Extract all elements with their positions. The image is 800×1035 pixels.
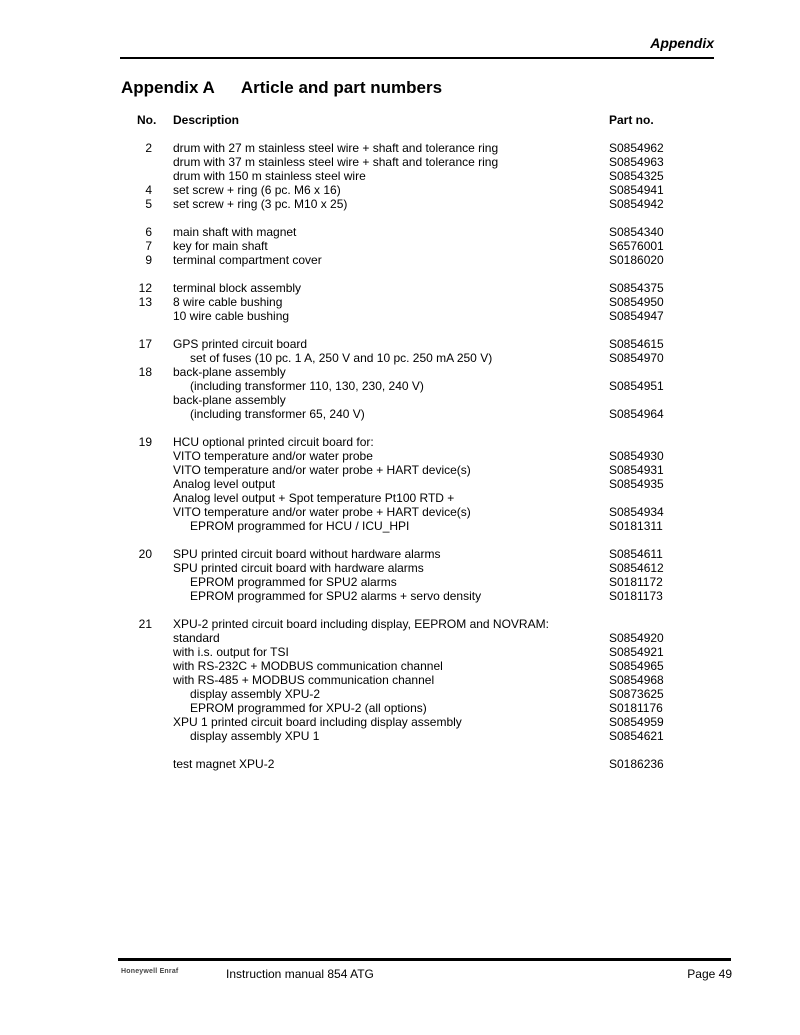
- item-description: EPROM programmed for XPU-2 (all options): [190, 701, 427, 715]
- item-number: 21: [138, 617, 152, 631]
- row-spacer: [0, 211, 800, 225]
- table-row: [0, 155, 800, 169]
- item-description: 8 wire cable bushing: [173, 295, 283, 309]
- part-number: S0854965: [609, 659, 664, 673]
- item-description: drum with 37 m stainless steel wire + shaft and tolerance ring: [173, 155, 499, 169]
- table-row: [0, 351, 800, 365]
- table-row: [0, 337, 800, 351]
- row-spacer: [0, 743, 800, 757]
- part-number: S0854611: [609, 547, 663, 561]
- table-row: [0, 253, 800, 267]
- item-description: XPU 1 printed circuit board including display assembly: [173, 715, 462, 729]
- table-row: [0, 379, 800, 393]
- table-row: [0, 645, 800, 659]
- part-number: S0186020: [609, 253, 664, 267]
- item-description: display assembly XPU-2: [190, 687, 321, 701]
- column-header-description: Description: [173, 113, 240, 127]
- table-row: [0, 407, 800, 421]
- table-row: [0, 365, 800, 379]
- part-number: S0854963: [609, 155, 664, 169]
- table-row: [0, 183, 800, 197]
- item-description: set of fuses (10 pc. 1 A, 250 V and 10 pc. 250 mA 250 V): [190, 351, 493, 365]
- brand-logo: Honeywell Enraf: [121, 968, 179, 975]
- table-row: [0, 701, 800, 715]
- part-number: S0854921: [609, 645, 664, 659]
- table-row: [0, 757, 800, 771]
- item-description: set screw + ring (3 pc. M10 x 25): [173, 197, 348, 211]
- table-row: [0, 505, 800, 519]
- item-description: Analog level output: [173, 477, 276, 491]
- column-header-no: No.: [137, 113, 157, 127]
- part-number: S0181311: [609, 519, 663, 533]
- item-description: (including transformer 110, 130, 230, 240 V): [190, 379, 424, 393]
- item-description: key for main shaft: [173, 239, 268, 253]
- column-header-part: Part no.: [609, 113, 654, 127]
- item-description: with RS-232C + MODBUS communication channel: [173, 659, 443, 673]
- row-spacer: [0, 267, 800, 281]
- table-row: [0, 491, 800, 505]
- table-row: [0, 309, 800, 323]
- part-number: S0854621: [609, 729, 664, 743]
- item-description: terminal block assembly: [173, 281, 302, 295]
- item-description: SPU printed circuit board with hardware alarms: [173, 561, 424, 575]
- table-row: [0, 281, 800, 295]
- table-row: [0, 673, 800, 687]
- item-description: EPROM programmed for HCU / ICU_HPI: [190, 519, 410, 533]
- item-description: display assembly XPU 1: [190, 729, 320, 743]
- item-description: GPS printed circuit board: [173, 337, 308, 351]
- item-number: 19: [138, 435, 152, 449]
- table-row: [0, 729, 800, 743]
- part-number: S0186236: [609, 757, 664, 771]
- part-number: S0854941: [609, 183, 664, 197]
- row-spacer: [0, 323, 800, 337]
- item-number: 13: [138, 295, 152, 309]
- footer-rule: [118, 958, 731, 961]
- part-number: S0854931: [609, 463, 664, 477]
- item-description: terminal compartment cover: [173, 253, 322, 267]
- section-title: Article and part numbers: [240, 78, 443, 97]
- table-row: [0, 547, 800, 561]
- item-description: XPU-2 printed circuit board including display, EEPROM and NOVRAM:: [173, 617, 549, 631]
- item-description: main shaft with magnet: [173, 225, 297, 239]
- part-number: S0854970: [609, 351, 664, 365]
- part-number: S0854920: [609, 631, 664, 645]
- part-number: S0854950: [609, 295, 664, 309]
- table-row: [0, 575, 800, 589]
- item-number: 18: [138, 365, 152, 379]
- header-rule: [120, 57, 714, 59]
- item-description: set screw + ring (6 pc. M6 x 16): [173, 183, 341, 197]
- header-title: Appendix: [650, 35, 714, 51]
- table-row: [0, 435, 800, 449]
- part-number: S0181172: [609, 575, 663, 589]
- table-row: [0, 197, 800, 211]
- item-description: (including transformer 65, 240 V): [190, 407, 365, 421]
- part-number: S0854930: [609, 449, 664, 463]
- part-number: S6576001: [609, 239, 664, 253]
- part-number: S0854959: [609, 715, 664, 729]
- parts-table: [0, 141, 800, 771]
- item-number: 4: [145, 183, 152, 197]
- item-number: 20: [138, 547, 152, 561]
- item-description: EPROM programmed for SPU2 alarms: [190, 575, 397, 589]
- page-number: Page 49: [687, 967, 732, 981]
- part-number: S0854934: [609, 505, 664, 519]
- table-row: [0, 617, 800, 631]
- part-number: S0854951: [609, 379, 664, 393]
- part-number: S0854375: [609, 281, 664, 295]
- item-description: test magnet XPU-2: [173, 757, 275, 771]
- part-number: S0854968: [609, 673, 664, 687]
- table-row: [0, 477, 800, 491]
- part-number: S0854615: [609, 337, 664, 351]
- item-number: 5: [145, 197, 152, 211]
- table-row: [0, 589, 800, 603]
- part-number: S0854964: [609, 407, 664, 421]
- table-row: [0, 715, 800, 729]
- item-number: 2: [145, 141, 152, 155]
- table-row: [0, 239, 800, 253]
- table-row: [0, 463, 800, 477]
- item-description: Analog level output + Spot temperature Pt100 RTD +: [173, 491, 455, 505]
- table-row: [0, 561, 800, 575]
- item-number: 12: [138, 281, 152, 295]
- table-row: [0, 295, 800, 309]
- item-description: VITO temperature and/or water probe + HART device(s): [173, 505, 471, 519]
- part-number: S0854947: [609, 309, 664, 323]
- table-row: [0, 659, 800, 673]
- table-row: [0, 225, 800, 239]
- item-description: EPROM programmed for SPU2 alarms + servo density: [190, 589, 482, 603]
- table-row: [0, 687, 800, 701]
- section-heading: [121, 78, 442, 98]
- row-spacer: [0, 421, 800, 435]
- item-number: 6: [145, 225, 152, 239]
- part-number: S0854935: [609, 477, 664, 491]
- footer-manual-title: Instruction manual 854 ATG: [226, 967, 374, 981]
- table-row: [0, 169, 800, 183]
- item-description: HCU optional printed circuit board for:: [173, 435, 374, 449]
- row-spacer: [0, 533, 800, 547]
- item-number: 17: [138, 337, 152, 351]
- item-description: VITO temperature and/or water probe + HART device(s): [173, 463, 471, 477]
- part-number: S0854942: [609, 197, 664, 211]
- item-description: with i.s. output for TSI: [173, 645, 289, 659]
- item-description: back-plane assembly: [173, 393, 286, 407]
- table-row: [0, 393, 800, 407]
- table-row: [0, 631, 800, 645]
- item-number: 9: [145, 253, 152, 267]
- part-number: S0873625: [609, 687, 664, 701]
- appendix-label: Appendix A: [121, 78, 215, 97]
- item-description: VITO temperature and/or water probe: [173, 449, 373, 463]
- table-row: [0, 449, 800, 463]
- table-row: [0, 141, 800, 155]
- item-description: 10 wire cable bushing: [173, 309, 290, 323]
- item-number: 7: [145, 239, 152, 253]
- part-number: S0854340: [609, 225, 664, 239]
- item-description: standard: [173, 631, 220, 645]
- part-number: S0854325: [609, 169, 664, 183]
- item-description: drum with 27 m stainless steel wire + shaft and tolerance ring: [173, 141, 499, 155]
- part-number: S0854612: [609, 561, 664, 575]
- item-description: drum with 150 m stainless steel wire: [173, 169, 366, 183]
- item-description: SPU printed circuit board without hardware alarms: [173, 547, 441, 561]
- table-row: [0, 519, 800, 533]
- part-number: S0854962: [609, 141, 664, 155]
- row-spacer: [0, 603, 800, 617]
- part-number: S0181176: [609, 701, 663, 715]
- part-number: S0181173: [609, 589, 663, 603]
- item-description: with RS-485 + MODBUS communication channel: [173, 673, 435, 687]
- item-description: back-plane assembly: [173, 365, 286, 379]
